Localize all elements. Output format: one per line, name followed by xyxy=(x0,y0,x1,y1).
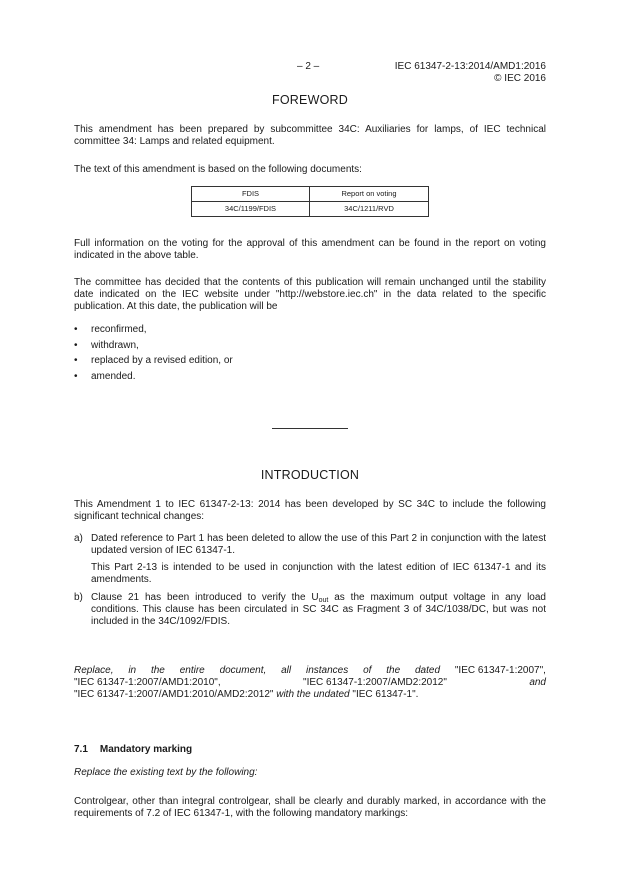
section-divider xyxy=(272,428,348,429)
u-out-subscript: out xyxy=(318,597,329,604)
item-a-note: This Part 2-13 is intended to be used in conjunction with the latest edition of IEC 61347-1 and its amendments. xyxy=(91,562,546,585)
section-7-1-heading xyxy=(74,744,192,756)
section-title: Mandatory marking xyxy=(99,744,193,755)
stability-paragraph: The committee has decided that the contents of this publication will remain unchanged until the stability date indicated on the IEC website under "http://webstore.iec.ch" in the data related to the specific publication. At this date, the publication will be xyxy=(74,277,546,312)
item-a-text: Dated reference to Part 1 has been deleted to allow the use of this Part 2 in conjunction with the latest updated version of IEC 61347-1. xyxy=(91,533,546,556)
bullet-icon: • xyxy=(74,355,78,366)
copyright-line: © IEC 2016 xyxy=(494,73,546,84)
table-cell-fdis: 34C/1199/FDIS xyxy=(192,202,310,217)
item-a-letter: a) xyxy=(74,533,83,544)
introduction-paragraph: This Amendment 1 to IEC 61347-2-13: 2014 has been developed by SC 34C to include the following significant technical changes: xyxy=(74,499,546,522)
section-number: 7.1 xyxy=(74,744,88,755)
table-header-fdis: FDIS xyxy=(192,187,310,202)
documents-sentence: The text of this amendment is based on the following documents: xyxy=(74,164,362,175)
section-7-1-paragraph: Controlgear, other than integral controlgear, shall be clearly and durably marked, in accordance with the requirements of 7.2 of IEC 61347-1, with the following mandatory markings: xyxy=(74,796,546,819)
replace-instruction: Replace, in the entire document, all instances of the dated "IEC 61347-1:2007", "IEC 61347-1:2007/AMD1:2010", "IEC 61347-1:2007/AMD2:2012" and "IEC 61347-1:2007/AMD1:2010/AMD2:2012" with the undated "IEC 61347-1". xyxy=(74,665,546,700)
list-item: • replaced by a revised edition, or xyxy=(74,355,233,366)
foreword-title: FOREWORD xyxy=(272,93,348,107)
list-item: • reconfirmed, xyxy=(74,324,147,335)
introduction-title: INTRODUCTION xyxy=(260,468,360,482)
publication-outcome-list xyxy=(74,324,233,386)
foreword-intro-paragraph: This amendment has been prepared by subcommittee 34C: Auxiliaries for lamps, of IEC technical committee 34: Lamps and related equipment. xyxy=(74,124,546,147)
voting-documents-table xyxy=(191,186,429,217)
page-number: – 2 – xyxy=(297,61,320,72)
table-cell-report: 34C/1211/RVD xyxy=(310,202,429,217)
bullet-icon: • xyxy=(74,324,78,335)
bullet-icon: • xyxy=(74,339,78,351)
table-header-row xyxy=(192,187,429,202)
table-header-report: Report on voting xyxy=(310,187,429,202)
list-item: • withdrawn, xyxy=(74,339,139,351)
table-row xyxy=(192,202,429,217)
item-b-text: Clause 21 has been introduced to verify the $U_{out}$ as the maximum output voltage in any load conditions. This clause has been circulated in SC 34C as Fragment 3 of 34C/1038/DC, but was not included in the 34C/1092/FDIS. xyxy=(91,592,546,627)
bullet-icon: • xyxy=(74,370,78,382)
document-reference xyxy=(395,61,546,85)
section-7-1-instruction: Replace the existing text by the following: xyxy=(74,767,258,778)
voting-paragraph: Full information on the voting for the approval of this amendment can be found in the report on voting indicated in the above table. xyxy=(74,238,546,261)
list-item: • amended. xyxy=(74,370,136,382)
document-id: IEC 61347-2-13:2014/AMD1:2016 xyxy=(394,61,546,72)
item-b-letter: b) xyxy=(74,592,83,603)
